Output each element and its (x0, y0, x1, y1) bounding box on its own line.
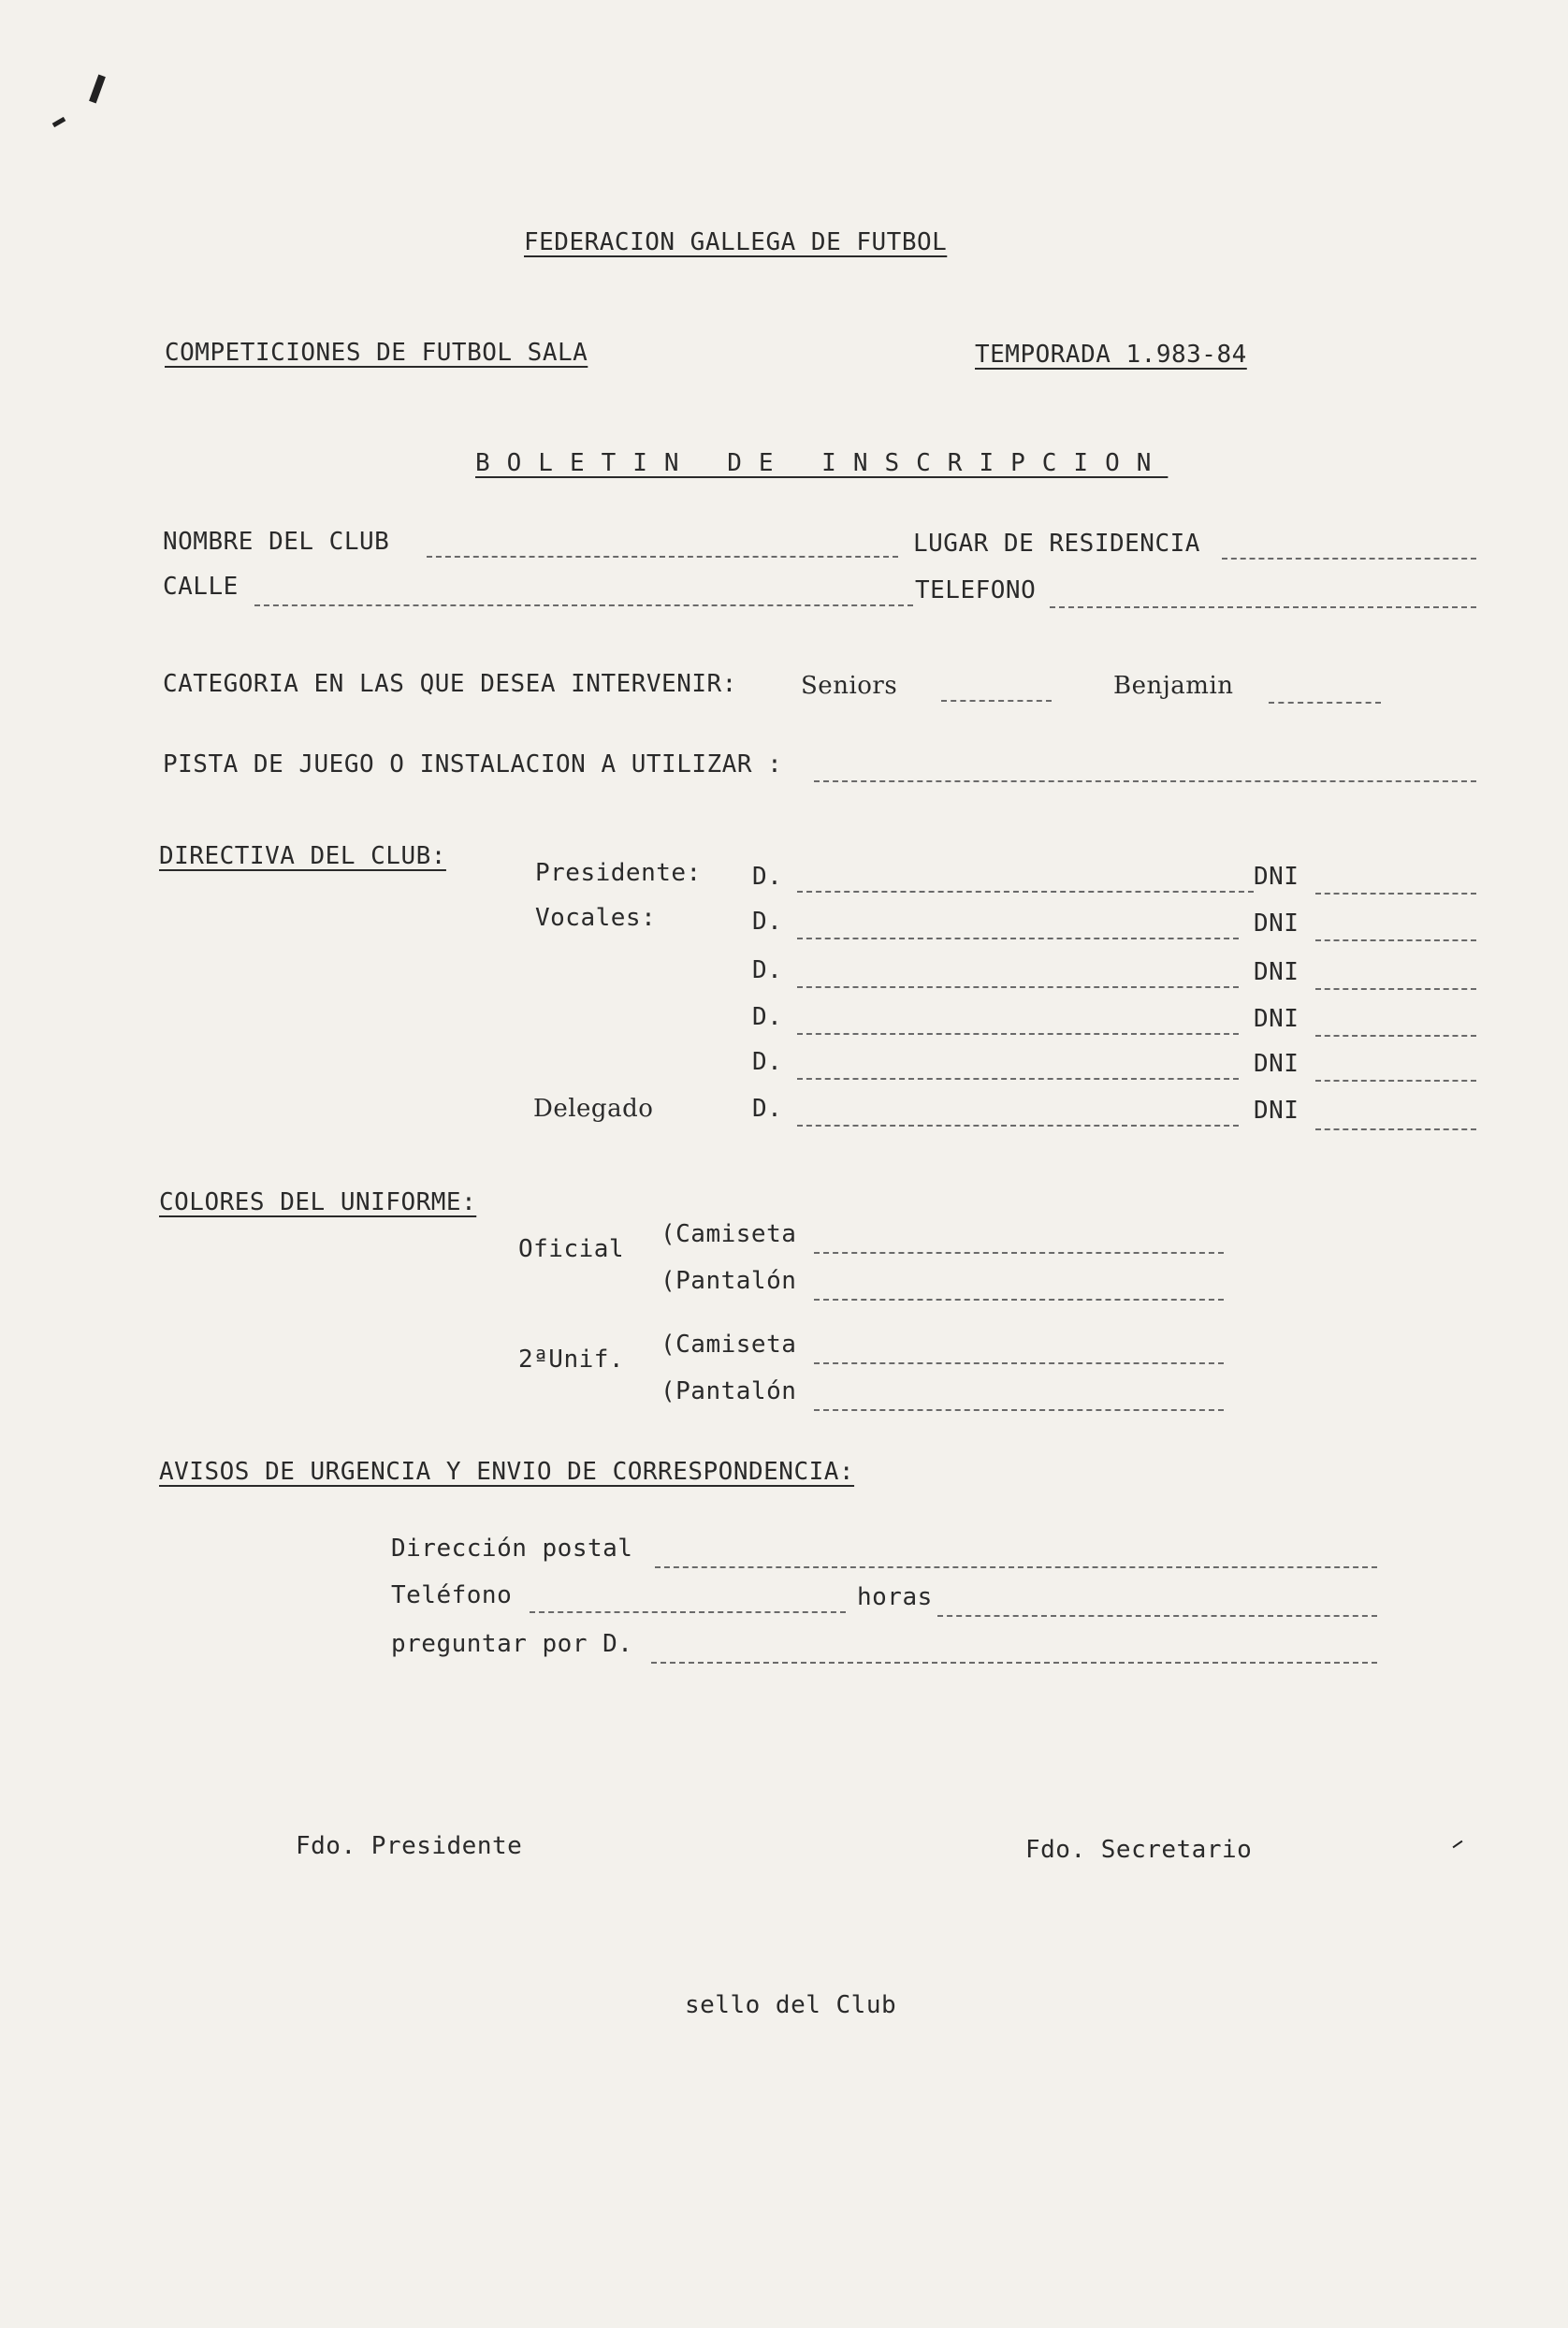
notices-label: AVISOS DE URGENCIA Y ENVIO DE CORRESPONDENCIA: (159, 1458, 855, 1486)
club-name-field[interactable] (427, 556, 898, 558)
delegate-name-field[interactable] (797, 1125, 1239, 1127)
venue-field[interactable] (814, 780, 1476, 782)
category-seniors-label: Seniors (801, 672, 898, 700)
category-benjamin-field[interactable] (1269, 702, 1381, 704)
club-name-label: NOMBRE DEL CLUB (163, 528, 390, 556)
member-1-prefix: D. (752, 908, 783, 936)
president-label: Presidente: (535, 859, 702, 887)
member-1-dni-label: DNI (1254, 909, 1299, 938)
delegate-prefix: D. (752, 1095, 783, 1123)
postal-address-field[interactable] (655, 1566, 1377, 1568)
official-uniform-label: Oficial (518, 1235, 625, 1263)
delegate-dni-field[interactable] (1315, 1128, 1476, 1130)
members-label: Vocales: (535, 904, 657, 932)
phone-field[interactable] (1050, 606, 1476, 608)
street-label: CALLE (163, 573, 239, 601)
member-4-prefix: D. (752, 1048, 783, 1076)
member-1-dni-field[interactable] (1315, 939, 1476, 941)
season-title: TEMPORADA 1.983-84 (975, 341, 1247, 369)
second-shirt-field[interactable] (814, 1362, 1224, 1364)
ink-mark-small (52, 117, 66, 127)
federation-title: FEDERACION GALLEGA DE FUTBOL (524, 228, 948, 256)
second-shirt-label: (Camiseta (661, 1331, 797, 1359)
notice-phone-field[interactable] (530, 1611, 846, 1613)
member-4-name-field[interactable] (797, 1078, 1239, 1080)
categories-label: CATEGORIA EN LAS QUE DESEA INTERVENIR: (163, 670, 737, 698)
ink-mark (89, 75, 106, 104)
president-dni-field[interactable] (1315, 893, 1476, 895)
official-shirt-label: (Camiseta (661, 1220, 797, 1248)
phone-label: TELEFONO (915, 576, 1037, 604)
category-benjamin-label: Benjamin (1113, 672, 1234, 700)
uniform-label: COLORES DEL UNIFORME: (159, 1188, 477, 1216)
member-3-name-field[interactable] (797, 1033, 1239, 1035)
member-3-dni-label: DNI (1254, 1005, 1299, 1033)
member-2-dni-field[interactable] (1315, 988, 1476, 990)
residence-label: LUGAR DE RESIDENCIA (913, 530, 1200, 558)
hours-field[interactable] (937, 1615, 1377, 1617)
second-shorts-label: (Pantalón (661, 1377, 797, 1405)
member-4-dni-field[interactable] (1315, 1080, 1476, 1082)
second-uniform-label: 2ªUnif. (518, 1346, 625, 1374)
president-prefix: D. (752, 863, 783, 891)
club-stamp-label: sello del Club (685, 1991, 897, 2019)
notice-phone-label: Teléfono (391, 1581, 513, 1609)
delegate-label: Delegado (533, 1095, 654, 1123)
member-2-name-field[interactable] (797, 986, 1239, 988)
board-label: DIRECTIVA DEL CLUB: (159, 842, 446, 870)
postal-address-label: Dirección postal (391, 1535, 633, 1563)
official-shirt-field[interactable] (814, 1252, 1224, 1254)
member-1-name-field[interactable] (797, 938, 1239, 939)
president-signature-label: Fdo. Presidente (296, 1832, 523, 1860)
official-shorts-field[interactable] (814, 1299, 1224, 1301)
member-2-dni-label: DNI (1254, 958, 1299, 986)
street-field[interactable] (254, 604, 913, 606)
pencil-mark (1453, 1841, 1463, 1849)
member-4-dni-label: DNI (1254, 1050, 1299, 1078)
hours-label: horas (857, 1583, 933, 1611)
competition-title: COMPETICIONES DE FUTBOL SALA (165, 339, 588, 367)
delegate-dni-label: DNI (1254, 1097, 1299, 1125)
form-title: BOLETIN DE INSCRIPCION (475, 449, 1169, 477)
president-dni-label: DNI (1254, 863, 1299, 891)
president-name-field[interactable] (797, 891, 1254, 893)
venue-label: PISTA DE JUEGO O INSTALACION A UTILIZAR : (163, 750, 783, 778)
official-shorts-label: (Pantalón (661, 1267, 797, 1295)
member-3-prefix: D. (752, 1003, 783, 1031)
member-2-prefix: D. (752, 956, 783, 984)
secretary-signature-label: Fdo. Secretario (1025, 1836, 1253, 1864)
member-3-dni-field[interactable] (1315, 1035, 1476, 1037)
residence-field[interactable] (1222, 558, 1476, 560)
category-seniors-field[interactable] (941, 700, 1052, 702)
second-shorts-field[interactable] (814, 1409, 1224, 1411)
ask-for-field[interactable] (651, 1662, 1377, 1664)
ask-for-label: preguntar por D. (391, 1630, 633, 1658)
